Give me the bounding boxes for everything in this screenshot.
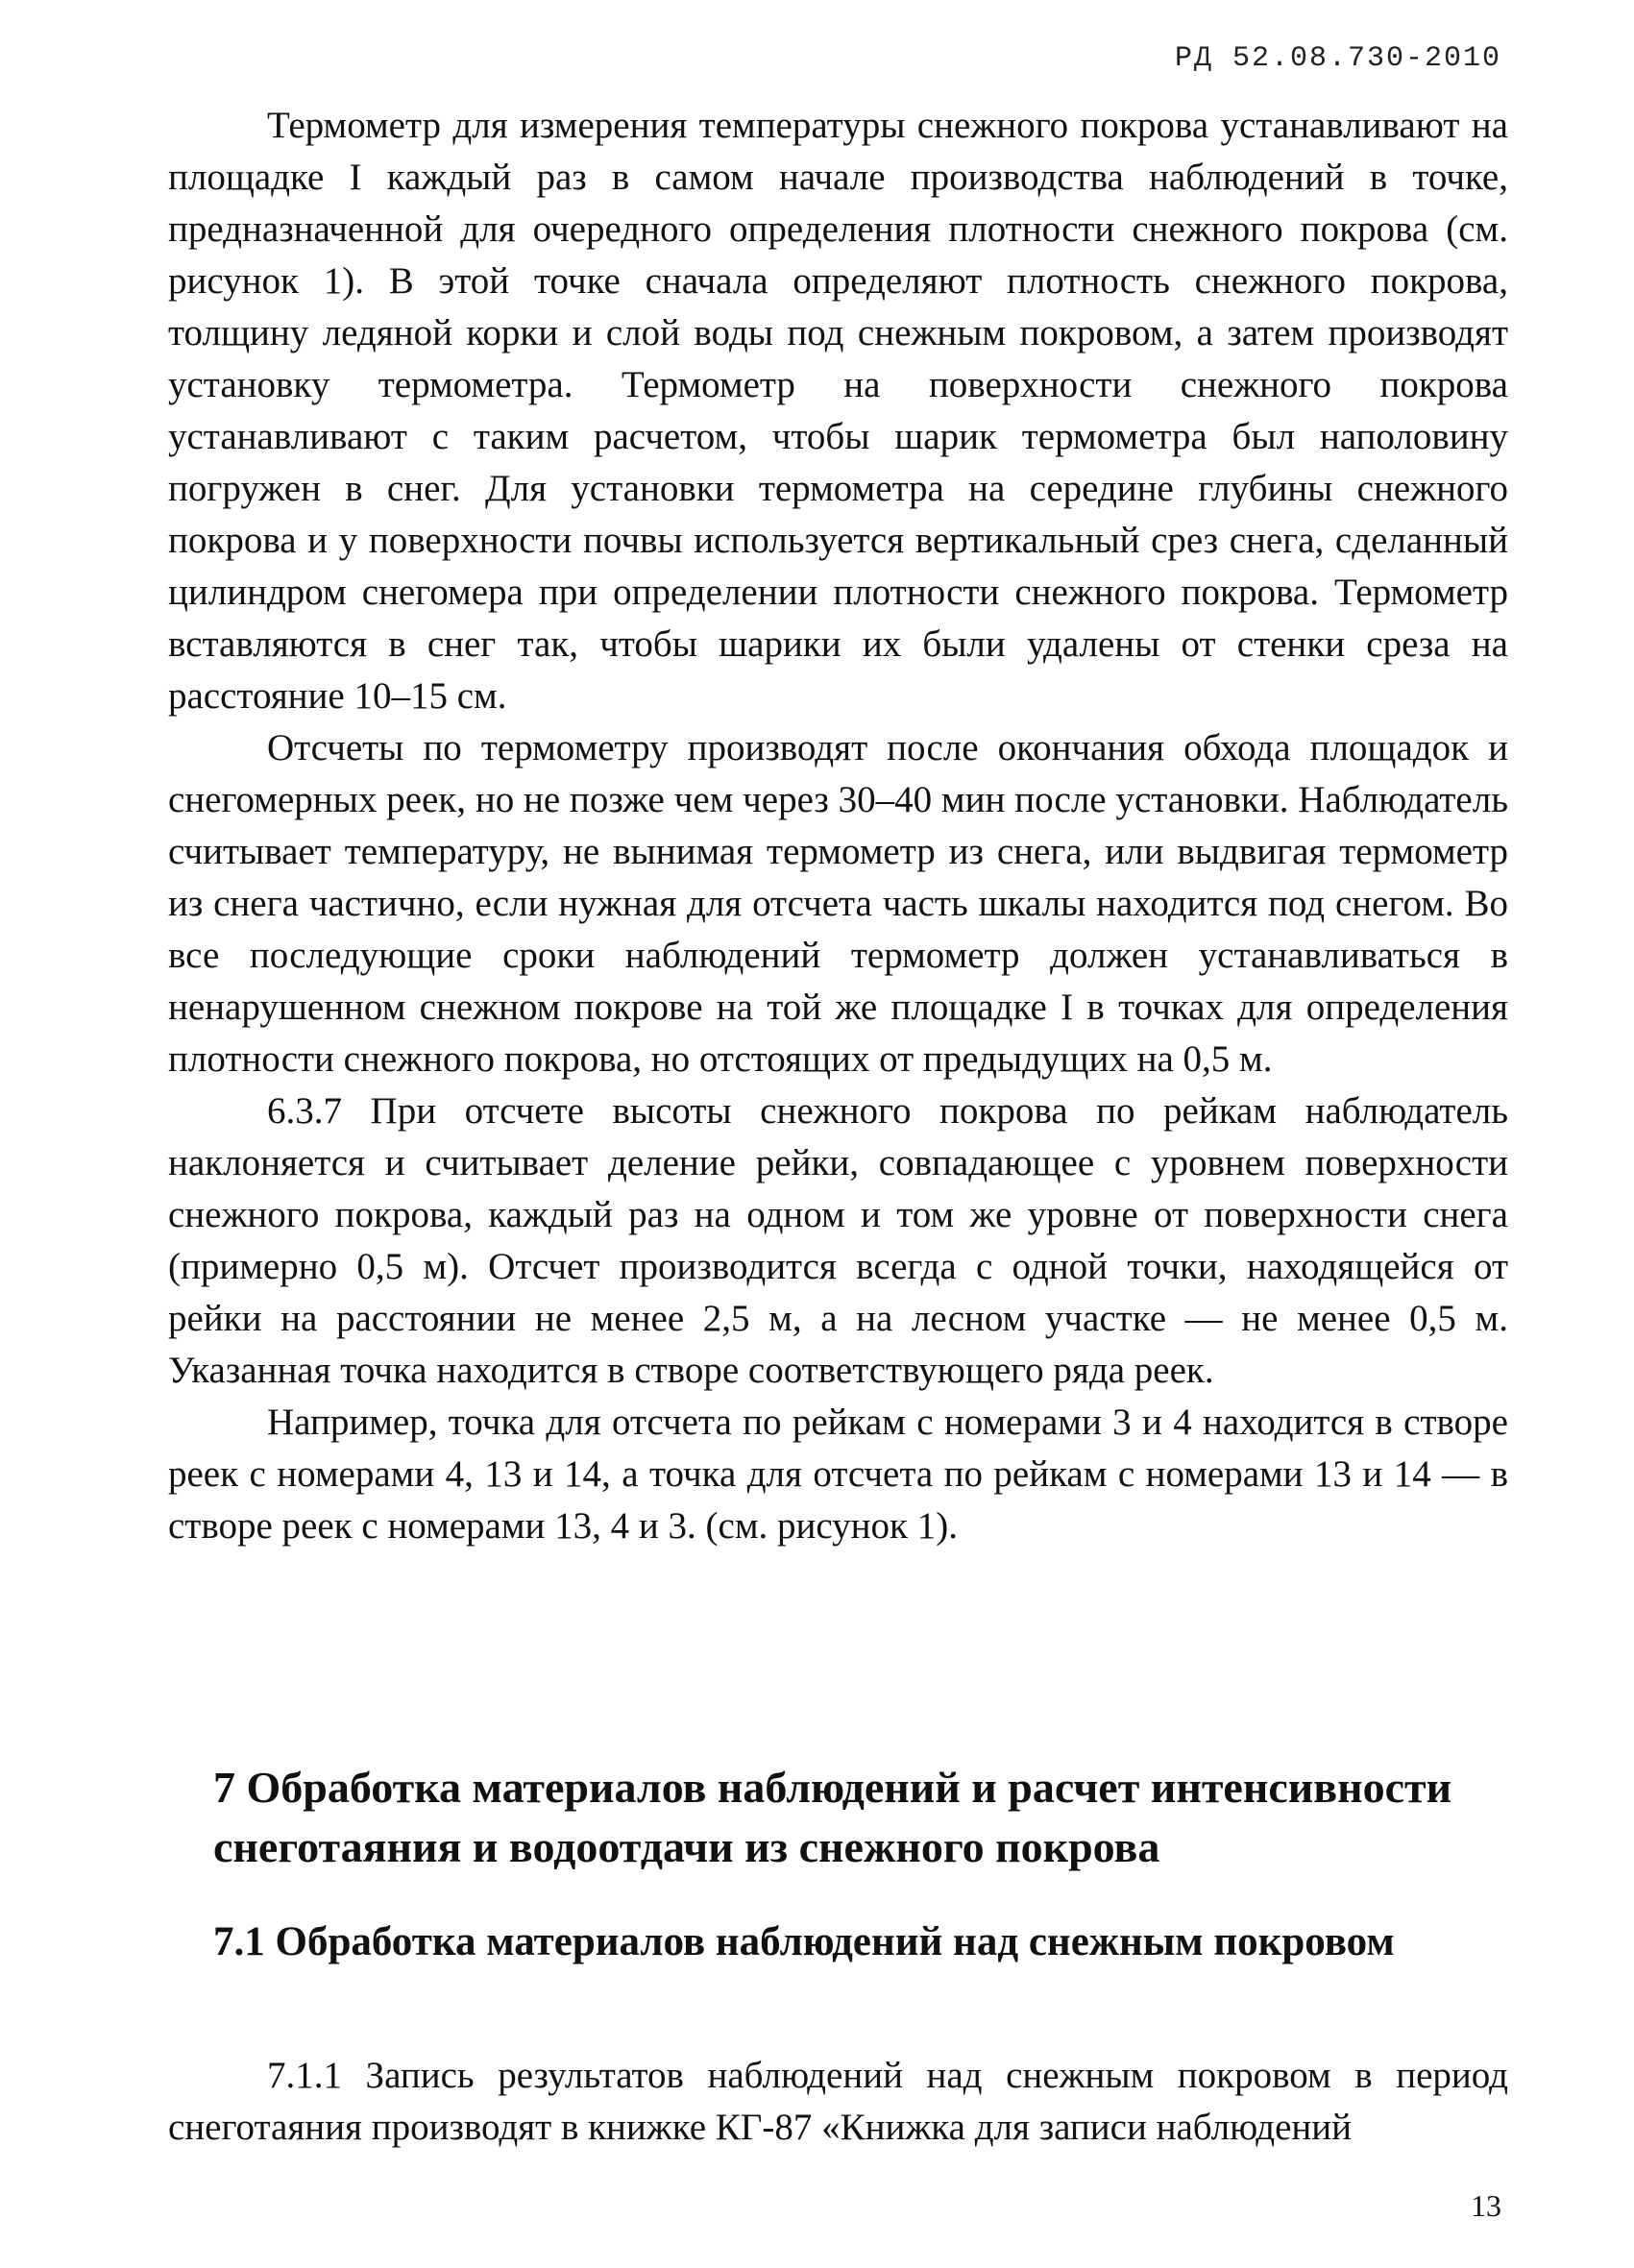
section-7-1-text [168,2050,1508,2154]
document-code: РД 52.08.730-2010 [1174,42,1501,75]
paragraph-6-3-7: 6.3.7 При отсчете высоты снежного покрова по рейкам наблюдатель наклоняется и считывает деление рейки, совпадающее с уровнем поверхности снежного покрова, каждый раз на одном и том же уровне от поверхности снега (примерно 0,5 м). Отсчет производится всегда с одной точки, находящейся от рейки на расстоянии не менее 2,5 м, а на лесном участке — не менее 0,5 м. Указанная точка находится в створе соответствующего ряда реек. [168,1090,1508,1391]
section-7-1-heading: 7.1 Обработка материалов наблюдений над снежным покровом [213,1919,1395,1964]
paragraph-7-1-1: 7.1.1 Запись результатов наблюдений над снежным покровом в период снеготаяния производят в книжке КГ-87 «Книжка для записи наблюдений [168,2055,1508,2148]
paragraph-thermometer-installation: Термометр для измерения температуры снежного покрова устанавливают на площадке I каждый раз в самом начале производства наблюдений в точке, предназначенной для очередного определения плотности снежного покрова (см. рисунок 1). В этой точке сначала определяют плотность снежного покрова, толщину ледяной корки и слой воды под снежным покровом, а затем производят установку термометра. Термометр на поверхности снежного покрова устанавливают с таким расчетом, чтобы шарик термометра был наполовину погружен в снег. Для установки термометра на середине глубины снежного покрова и у поверхности почвы используется вертикальный срез снега, сделанный цилиндром снегомера при определении плотности снежного покрова. Термометр вставляются в снег так, чтобы шарики их были удалены от стенки среза на расстояние 10–15 см. [168,105,1508,717]
section-7-heading: 7 Обработка материалов наблюдений и расчет интенсивности снеготаяния и водоотдачи из снежного покрова [213,1763,1452,1871]
paragraph-thermometer-readings: Отсчеты по термометру производят после окончания обхода площадок и снегомерных реек, но не позже чем через 30–40 мин после установки. Наблюдатель считывает температуру, не вынимая термометр из снега, или выдвигая термометр из снега частично, если нужная для отсчета часть шкалы находится под снегом. Во все последующие сроки наблюдений термометр должен устанавливаться в ненарушенном снежном покрове на той же площадке I в точках для определения плотности снежного покрова, но отстоящих от предыдущих на 0,5 м. [168,727,1508,1080]
page-number: 13 [1471,2188,1501,2223]
section-6-text [168,100,1508,1552]
paragraph-example: Например, точка для отсчета по рейкам с номерами 3 и 4 находится в створе реек с номерами 4, 13 и 14, а точка для отсчета по рейкам с номерами 13 и 14 — в створе реек с номерами 13, 4 и 3. (см. рисунок 1). [168,1402,1508,1547]
